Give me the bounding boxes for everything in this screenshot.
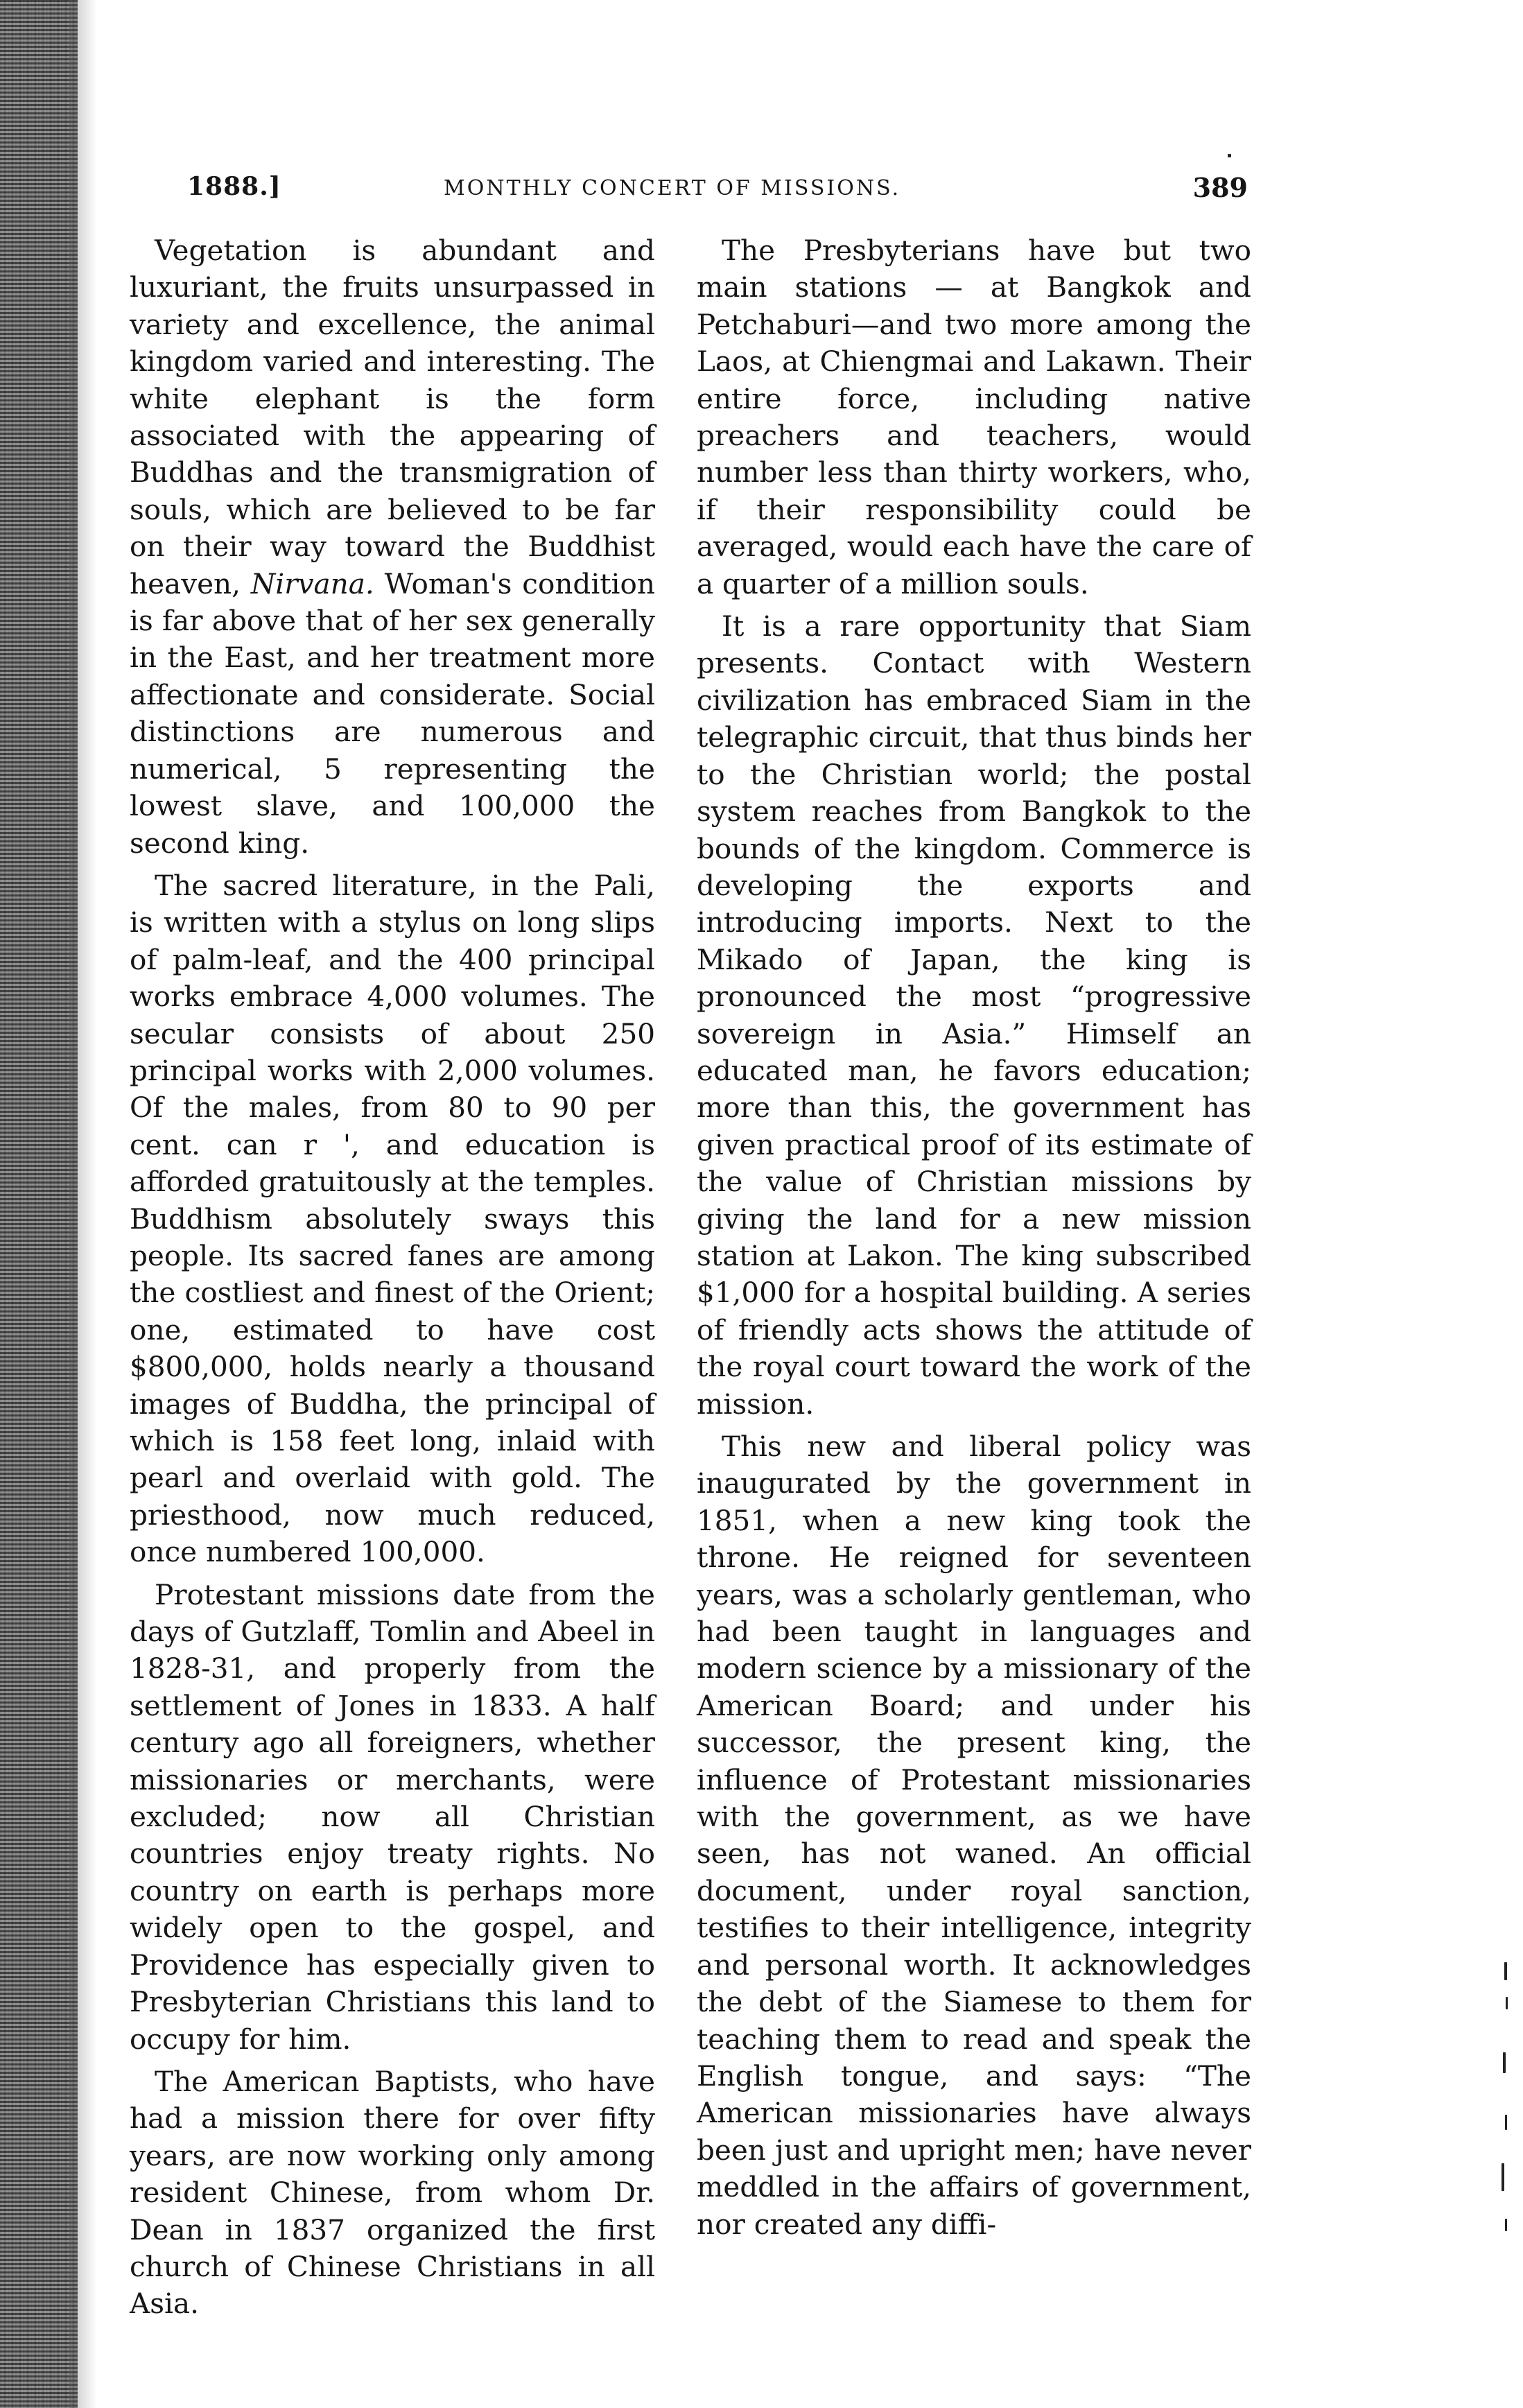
scan-speckle bbox=[1504, 1962, 1507, 1980]
page-number: 389 bbox=[1192, 172, 1248, 203]
scan-speckle bbox=[1505, 2219, 1507, 2231]
paragraph-text: Woman's condition is far above that of her sex generally in the East, and her treatment more affectionate and considerate. Social distinctions are numerous and numerical, 5 representing the lowest slave, and 100,000 the second king. bbox=[130, 566, 655, 860]
scan-speckle bbox=[1502, 2163, 1504, 2191]
left-column bbox=[130, 232, 655, 2328]
paragraph-rare-opportunity: It is a rare opportunity that Siam presents. Contact with Western civilization has embraced Siam in the telegraphic circuit, that thus binds her to the Christian world; the postal system reaches from Bangkok to the bounds of the kingdom. Commerce is developing the exports and introducing imports. Next to the Mikado of Japan, the king is pronounced the most “progressive sovereign in Asia.” Himself an educated man, he favors education; more than this, the government has given practical proof of its estimate of the value of Christian missions by giving the land for a new mission station at Lakon. The king subscribed $1,000 for a hospital building. A series of friendly acts shows the attitude of the royal court toward the work of the mission. bbox=[697, 609, 1251, 1421]
header-title: MONTHLY CONCERT OF MISSIONS. bbox=[444, 176, 901, 200]
right-column bbox=[697, 232, 1251, 2249]
paragraph-liberal-policy: This new and liberal policy was inaugurated by the government in 1851, when a new king took the throne. He reigned for seventeen years, was a scholarly gentleman, who had been taught in languages and modern science by a missionary of the American Board; and under his successor, the present king, the influence of Protestant missionaries with the government, as we have seen, has not waned. An official document, under royal sanction, testifies to their intelligence, integrity and personal worth. It acknowledges the debt of the Siamese to them for teaching them to read and speak the English tongue, and says: “The American missionaries have always been just and upright men; have never meddled in the affairs of government, nor created any diffi- bbox=[697, 1430, 1251, 2241]
scan-speckle bbox=[1506, 1997, 1508, 2009]
scan-speckle bbox=[1228, 154, 1231, 157]
italic-term: Nirvana. bbox=[250, 566, 374, 600]
paragraph-vegetation bbox=[130, 232, 655, 862]
paragraph-protestant-missions: Protestant missions date from the days of Gutzlaff, Tomlin and Abeel in 1828-31, and properly from the settlement of Jones in 1833. A half century ago all foreigners, whether missionaries or merchants, were excluded; now all Christian countries enjoy treaty rights. No country on earth is perhaps more widely open to the gospel, and Providence has especially given to Presbyterian Christians this land to occupy for him. bbox=[130, 1577, 655, 2056]
scan-binding-shadow bbox=[69, 0, 97, 2408]
scan-speckle bbox=[1503, 2052, 1506, 2073]
scan-binding-edge bbox=[0, 0, 78, 2408]
page-header bbox=[187, 172, 1248, 214]
paragraph-sacred-literature: The sacred literature, in the Pali, is written with a stylus on long slips of palm-leaf, and the 400 principal works embrace 4,000 volumes. The secular consists of about 250 principal works with 2,000 volumes. Of the males, from 80 to 90 per cent. can r ', and education is afforded gratuitously at the temples. Buddhism absolutely sways this people. Its sacred fanes are among the costliest and finest of the Orient; one, estimated to have cost $800,000, holds nearly a thousand images of Buddha, the principal of which is 158 feet long, inlaid with pearl and overlaid with gold. The priesthood, now much reduced, once numbered 100,000. bbox=[130, 868, 655, 1569]
header-year: 1888.] bbox=[187, 172, 281, 201]
paragraph-text: Vegetation is abundant and luxuriant, the fruits unsurpassed in variety and excellence, the animal kingdom varied and interesting. The white elephant is the form associated with the appearing of Buddhas and the transmigration of souls, which are believed to be far on their way toward the Buddhist heaven, bbox=[130, 234, 655, 600]
paragraph-american-baptists: The American Baptists, who have had a mission there for over fifty years, are now working only among resident Chinese, from whom Dr. Dean in 1837 organized the first church of Chinese Christians in all Asia. bbox=[130, 2064, 655, 2321]
scan-speckle bbox=[1505, 2115, 1507, 2130]
paragraph-presbyterians: The Presbyterians have but two main stations — at Bangkok and Petchaburi—and two more among the Laos, at Chiengmai and Lakawn. Their entire force, including native preachers and teachers, would number less than thirty workers, who, if their responsibility could be averaged, would each have the care of a quarter of a million souls. bbox=[697, 234, 1251, 600]
